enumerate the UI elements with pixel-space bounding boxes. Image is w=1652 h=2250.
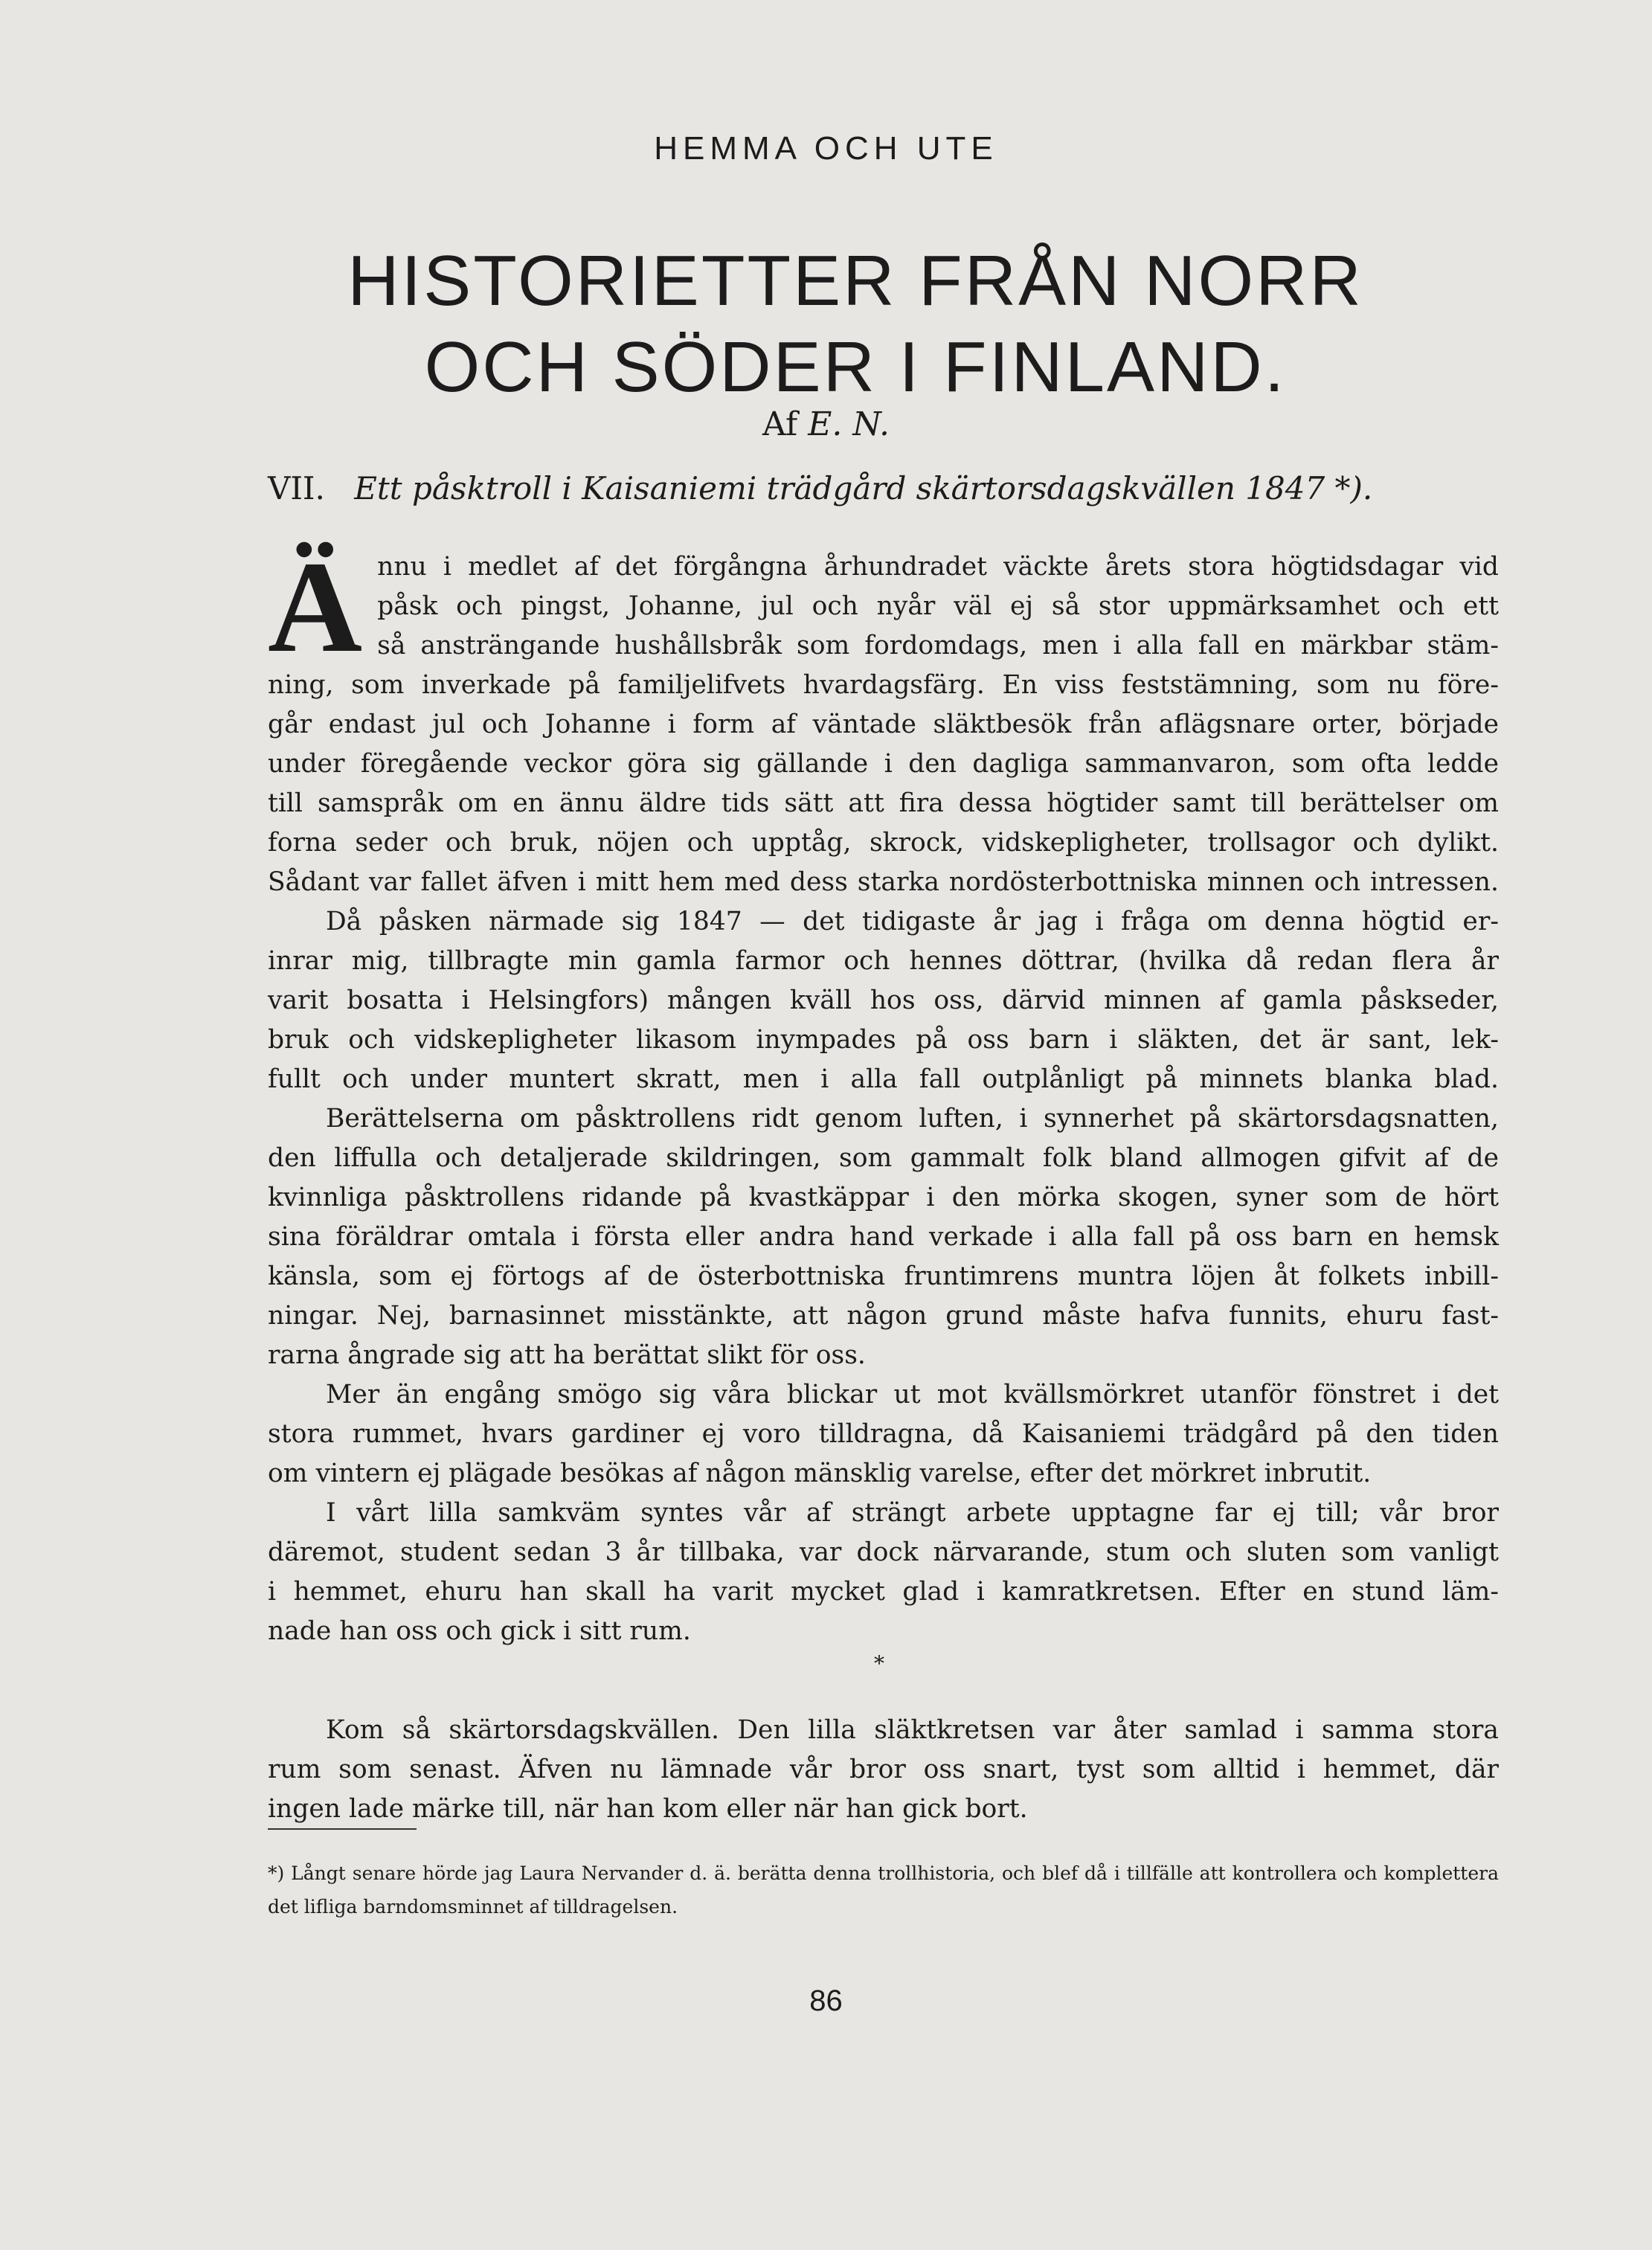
body-line: går endast jul och Johanne i form af väntade släktbesök från aflägsnare orter, började — [268, 710, 1499, 739]
body-line: Kom så skärtorsdagskvällen. Den lilla släktkretsen var åter samlad i samma stora — [326, 1715, 1499, 1745]
body-line: ning, som inverkade på familjelifvets hvardagsfärg. En viss feststämning, som nu före- — [268, 670, 1499, 700]
body-line: så ansträngande hushållsbråk som fordomdags, men i alla fall en märkbar stäm- — [377, 631, 1499, 660]
byline-author: E. N. — [808, 405, 890, 443]
chapter-heading — [268, 470, 1499, 507]
body-line: stora rummet, hvars gardiner ej voro tilldragna, då Kaisaniemi trädgård på den tiden — [268, 1419, 1499, 1449]
body-line: påsk och pingst, Johanne, jul och nyår väl ej så stor uppmärksamhet och ett — [377, 591, 1499, 621]
body-line: däremot, student sedan 3 år tillbaka, var dock närvarande, stum och sluten som vanligt — [268, 1537, 1499, 1567]
body-line: rarna ångrade sig att ha berättat slikt för oss. — [268, 1340, 866, 1370]
body-line: nade han oss och gick i sitt rum. — [268, 1616, 691, 1646]
article-title — [223, 238, 1488, 411]
body-line: under föregående veckor göra sig gällande i den dagliga sammanvaron, som ofta ledde — [268, 749, 1499, 779]
chapter-number: VII. — [268, 470, 325, 507]
body-line: den liffulla och detaljerade skildringen, som gammalt folk bland allmogen gifvit af de — [268, 1143, 1499, 1173]
section-separator: * — [874, 1651, 884, 1676]
body-line: till samspråk om en ännu äldre tids sätt att fira dessa högtider samt till berättelser om — [268, 788, 1499, 818]
body-line: ningar. Nej, barnasinnet misstänkte, att någon grund måste hafva funnits, ehuru fast- — [268, 1301, 1499, 1331]
body-line: Mer än engång smögo sig våra blickar ut mot kvällsmörkret utanför fönstret i det — [326, 1380, 1499, 1410]
byline-prefix: Af — [762, 405, 798, 443]
body-line: om vintern ej plägade besökas af någon mänsklig varelse, efter det mörkret inbrutit. — [268, 1459, 1372, 1488]
body-line: bruk och vidskepligheter likasom inympades på oss barn i släkten, det är sant, lek- — [268, 1025, 1499, 1055]
body-line: nnu i medlet af det förgångna århundradet väckte årets stora högtidsdagar vid — [377, 552, 1499, 582]
body-line: varit bosatta i Helsingfors) mången kväll hos oss, därvid minnen af gamla påskseder, — [268, 986, 1499, 1015]
body-line: i hemmet, ehuru han skall ha varit mycket glad i kamratkretsen. Efter en stund läm- — [268, 1577, 1499, 1607]
body-line: ingen lade märke till, när han kom eller när han gick bort. — [268, 1794, 1028, 1824]
body-line: Berättelserna om påsktrollens ridt genom luften, i synnerhet på skärtorsdagsnatten, — [326, 1104, 1499, 1134]
body-line: känsla, som ej förtogs af de österbottniska fruntimrens muntra löjen åt folkets inbill- — [268, 1261, 1499, 1291]
body-text-continued — [268, 1711, 1499, 1829]
body-line: I vårt lilla samkväm syntes vår af strängt arbete upptagne far ej till; vår bror — [326, 1498, 1499, 1528]
title-line-1: HISTORIETTER FRÅN NORR — [347, 241, 1363, 321]
running-head: HEMMA OCH UTE — [654, 130, 998, 167]
page-number: 86 — [809, 1984, 843, 2017]
body-line: forna seder och bruk, nöjen och upptåg, skrock, vidskepligheter, trollsagor och dylikt. — [268, 828, 1499, 858]
footnote-rule — [268, 1828, 417, 1830]
title-line-2: OCH SÖDER I FINLAND. — [424, 327, 1287, 407]
body-line: inrar mig, tillbragte min gamla farmor och hennes döttrar, (hvilka då redan flera år — [268, 946, 1499, 976]
body-line: Sådant var fallet äfven i mitt hem med dess starka nordösterbottniska minnen och intressen. — [268, 867, 1499, 897]
body-line: Då påsken närmade sig 1847 — det tidigaste år jag i fråga om denna högtid er- — [326, 907, 1499, 936]
footnote: *) Långt senare hörde jag Laura Nervander d. ä. berätta denna trollhistoria, och blef då i tillfälle att kontrollera och komplettera det lifliga barndomsminnet af tilldragelsen. — [268, 1862, 1499, 1918]
chapter-title: Ett påsktroll i Kaisaniemi trädgård skärtorsdagskvällen 1847 *). — [354, 470, 1373, 507]
body-text — [268, 535, 1499, 1651]
body-line: fullt och under muntert skratt, men i alla fall outplånligt på minnets blanka blad. — [268, 1064, 1499, 1094]
byline — [0, 405, 1652, 443]
drop-cap: Ä — [268, 535, 363, 680]
body-line: sina föräldrar omtala i första eller andra hand verkade i alla fall på oss barn en hemsk — [268, 1222, 1499, 1252]
body-line: kvinnliga påsktrollens ridande på kvastkäppar i den mörka skogen, syner som de hört — [268, 1183, 1499, 1212]
body-line: rum som senast. Äfven nu lämnade vår bror oss snart, tyst som alltid i hemmet, där — [268, 1755, 1499, 1784]
